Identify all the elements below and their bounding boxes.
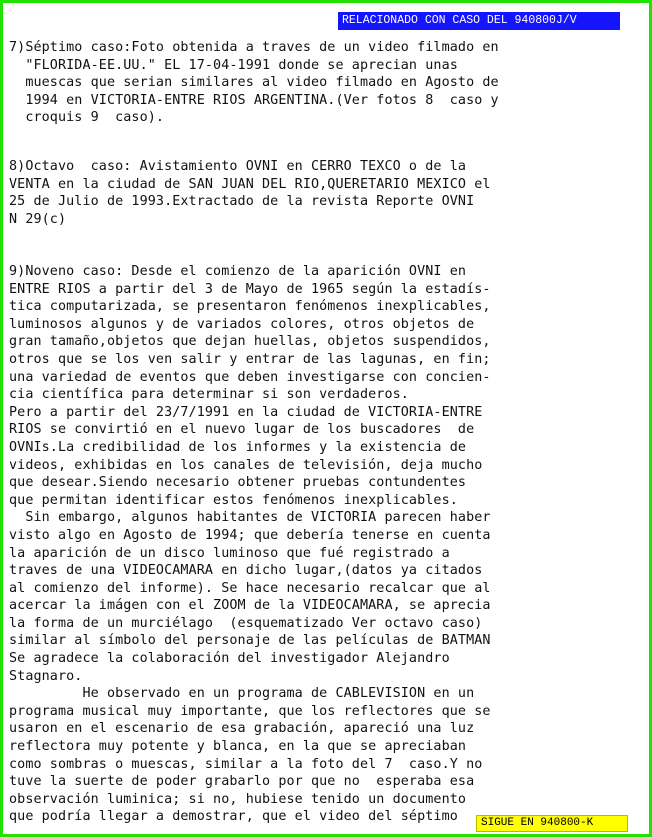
paragraph-septimo-caso bbox=[9, 39, 637, 127]
paragraph-noveno-caso bbox=[9, 263, 637, 826]
text-line: croquis 9 caso). bbox=[9, 110, 165, 126]
text-line: usaron en el escenario de esa grabación, apareció una luz bbox=[9, 721, 475, 737]
text-line: que permitan identificar estos fenómenos inexplicables. bbox=[9, 492, 458, 508]
text-line: la aparición de un disco luminoso que fué registrado a bbox=[9, 545, 450, 561]
text-line: 8)Octavo caso: Avistamiento OVNI en CERRO TEXCO o de la bbox=[9, 159, 467, 174]
text-line: 9)Noveno caso: Desde el comienzo de la aparición OVNI en bbox=[9, 264, 467, 279]
text-line: acercar la imágen con el ZOOM de la VIDEOCAMARA, se aprecia bbox=[9, 598, 491, 614]
text-line: 7)Séptimo caso:Foto obtenida a traves de un video filmado en bbox=[9, 40, 499, 55]
text-line: Stagnaro. bbox=[9, 668, 83, 684]
text-line: muescas que serian similares al video filmado en Agosto de bbox=[9, 75, 499, 91]
text-line: Se agradece la colaboración del investigador Alejandro bbox=[9, 651, 450, 667]
text-line: tuve la suerte de poder grabarlo por que no esperaba esa bbox=[9, 774, 475, 790]
continued-stamp: SIGUE EN 940800-K bbox=[476, 815, 628, 832]
text-line: videos, exhibidas en los canales de televisión, deja mucho bbox=[9, 457, 483, 473]
text-line: traves de una VIDEOCAMARA en dicho lugar,(datos ya citados bbox=[9, 563, 483, 579]
text-line: gran tamaño,objetos que dejan huellas, objetos suspendidos, bbox=[9, 334, 491, 350]
text-line: VENTA en la ciudad de SAN JUAN DEL RIO,QUERETARIO MEXICO el bbox=[9, 176, 491, 192]
text-line: una variedad de eventos que deben investigarse con concien- bbox=[9, 369, 491, 385]
text-line: reflectora muy potente y blanca, en la que se apreciaban bbox=[9, 739, 467, 755]
text-line: tica computarizada, se presentaron fenómenos inexplicables, bbox=[9, 299, 491, 315]
text-line: 25 de Julio de 1993.Extractado de la revista Reporte OVNI bbox=[9, 194, 475, 210]
text-line: similar al símbolo del personaje de las películas de BATMAN bbox=[9, 633, 491, 649]
text-line: como sombras o muescas, similar a la foto del 7 caso.Y no bbox=[9, 756, 483, 772]
text-line: otros que se los ven salir y entrar de las lagunas, en fin; bbox=[9, 351, 491, 367]
text-line: programa musical muy importante, que los reflectores que se bbox=[9, 703, 491, 719]
text-line: la forma de un murciélago (esquematizado Ver octavo caso) bbox=[9, 615, 483, 631]
text-line: que desear.Siendo necesario obtener pruebas contundentes bbox=[9, 475, 467, 491]
text-line: "FLORIDA-EE.UU." EL 17-04-1991 donde se aprecian unas bbox=[9, 57, 458, 73]
text-line: N 29(c) bbox=[9, 211, 67, 227]
text-line: cia científica para determinar si son verdaderos. bbox=[9, 387, 409, 403]
text-line: RIOS se convirtió en el nuevo lugar de los buscadores de bbox=[9, 422, 475, 438]
text-line: He observado en un programa de CABLEVISION en un bbox=[9, 686, 475, 702]
text-line: OVNIs.La credibilidad de los informes y la existencia de bbox=[9, 439, 467, 455]
text-line: Pero a partir del 23/7/1991 en la ciudad de VICTORIA-ENTRE bbox=[9, 404, 483, 420]
text-line: ENTRE RIOS a partir del 3 de Mayo de 1965 según la estadís- bbox=[9, 281, 491, 297]
text-line: Sin embargo, algunos habitantes de VICTORIA parecen haber bbox=[9, 510, 491, 526]
text-line: luminosos algunos y de variados colores, otros objetos de bbox=[9, 316, 475, 332]
text-line: al comienzo del informe). Se hace necesario recalcar que al bbox=[9, 580, 491, 596]
related-case-stamp: RELACIONADO CON CASO DEL 940800J/V bbox=[338, 12, 620, 30]
text-line: observación luminica; si no, hubiese tenido un documento bbox=[9, 791, 467, 807]
text-line: 1994 en VICTORIA-ENTRE RIOS ARGENTINA.(Ver fotos 8 caso y bbox=[9, 92, 499, 108]
text-line: visto algo en Agosto de 1994; que debería tenerse en cuenta bbox=[9, 527, 491, 543]
paragraph-octavo-caso bbox=[9, 158, 637, 228]
text-line: que podría llegar a demostrar, que el video del séptimo bbox=[9, 809, 458, 825]
